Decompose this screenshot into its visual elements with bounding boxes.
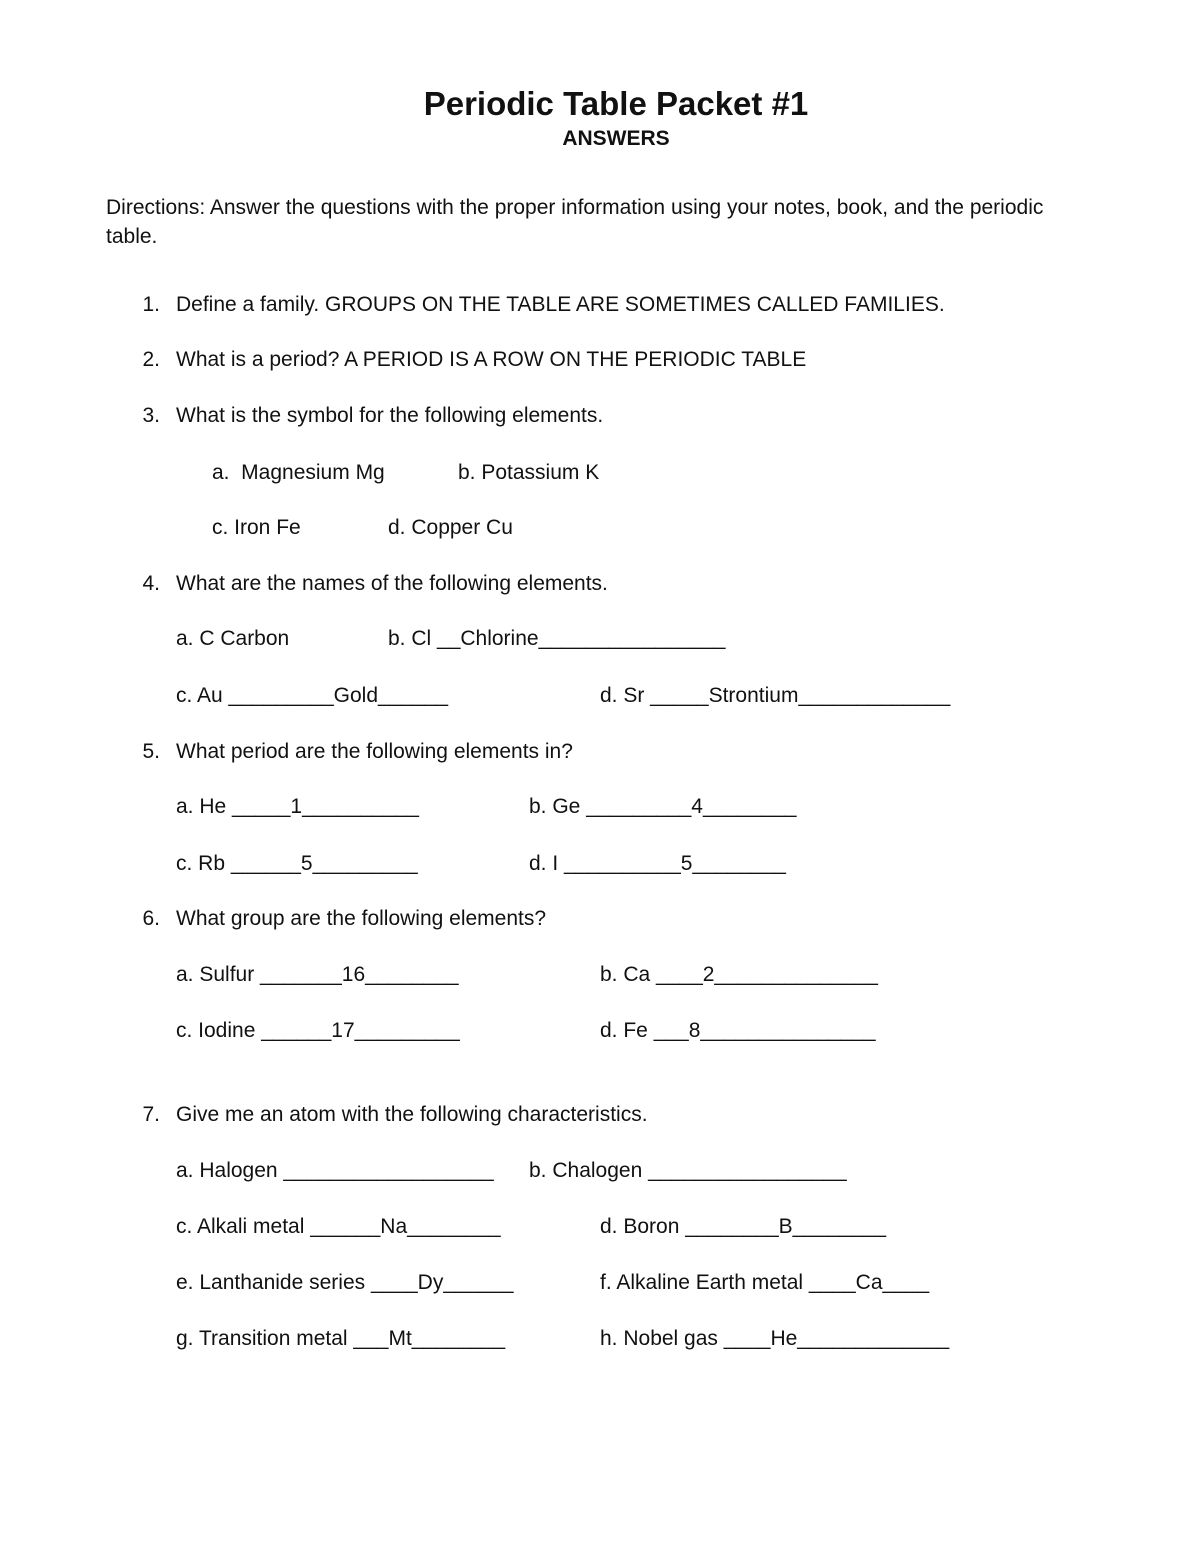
question-5-item-c: c. Rb ______5_________: [176, 852, 418, 875]
question-2-text: What is a period? A PERIOD IS A ROW ON THE PERIODIC TABLE: [176, 348, 807, 371]
question-7-text: Give me an atom with the following characteristics.: [176, 1103, 648, 1126]
question-7-item-h: h. Nobel gas ____He_____________: [600, 1327, 950, 1350]
question-7-item-e: e. Lanthanide series ____Dy______: [176, 1271, 514, 1294]
question-1-number: 1.: [142, 293, 160, 316]
question-6-item-d: d. Fe ___8_______________: [600, 1019, 876, 1042]
question-6-number: 6.: [142, 907, 160, 930]
question-5-item-b: b. Ge _________4________: [529, 795, 797, 818]
question-5-number: 5.: [142, 740, 160, 763]
question-7-item-d: d. Boron ________B________: [600, 1215, 887, 1238]
question-4-text: What are the names of the following elements.: [176, 572, 608, 595]
question-7-item-a: a. Halogen __________________: [176, 1159, 494, 1182]
question-1-text: Define a family. GROUPS ON THE TABLE ARE SOMETIMES CALLED FAMILIES.: [176, 293, 945, 316]
question-7-item-g: g. Transition metal ___Mt________: [176, 1327, 506, 1350]
question-3-item-a: a. Magnesium Mg: [212, 461, 385, 484]
question-7-item-b: b. Chalogen _________________: [529, 1159, 847, 1182]
question-3-item-b: b. Potassium K: [458, 461, 600, 484]
question-3-item-c: c. Iron Fe: [212, 516, 301, 539]
question-4-number: 4.: [142, 572, 160, 595]
question-3-text: What is the symbol for the following elements.: [176, 404, 604, 427]
question-7-number: 7.: [142, 1103, 160, 1126]
question-6-item-a: a. Sulfur _______16________: [176, 963, 459, 986]
question-4-item-a: a. C Carbon: [176, 627, 290, 650]
question-6-item-c: c. Iodine ______17_________: [176, 1019, 460, 1042]
question-3-item-d: d. Copper Cu: [388, 516, 513, 539]
page-subtitle: ANSWERS: [562, 127, 670, 150]
question-4-item-c: c. Au _________Gold______: [176, 684, 449, 707]
question-4-item-b: b. Cl __Chlorine________________: [388, 627, 726, 650]
question-4-item-d: d. Sr _____Strontium_____________: [600, 684, 951, 707]
question-3-number: 3.: [142, 404, 160, 427]
question-2-number: 2.: [142, 348, 160, 371]
question-5-text: What period are the following elements in?: [176, 740, 573, 763]
question-5-item-a: a. He _____1__________: [176, 795, 419, 818]
question-7-item-c: c. Alkali metal ______Na________: [176, 1215, 501, 1238]
question-7-item-f: f. Alkaline Earth metal ____Ca____: [600, 1271, 930, 1294]
page-title: Periodic Table Packet #1: [423, 85, 809, 122]
question-6-text: What group are the following elements?: [176, 907, 547, 930]
question-6-item-b: b. Ca ____2______________: [600, 963, 878, 986]
question-5-item-d: d. I __________5________: [529, 852, 786, 875]
directions-text: Directions: Answer the questions with the proper information using your notes, book, and the periodic table.: [106, 196, 1044, 248]
